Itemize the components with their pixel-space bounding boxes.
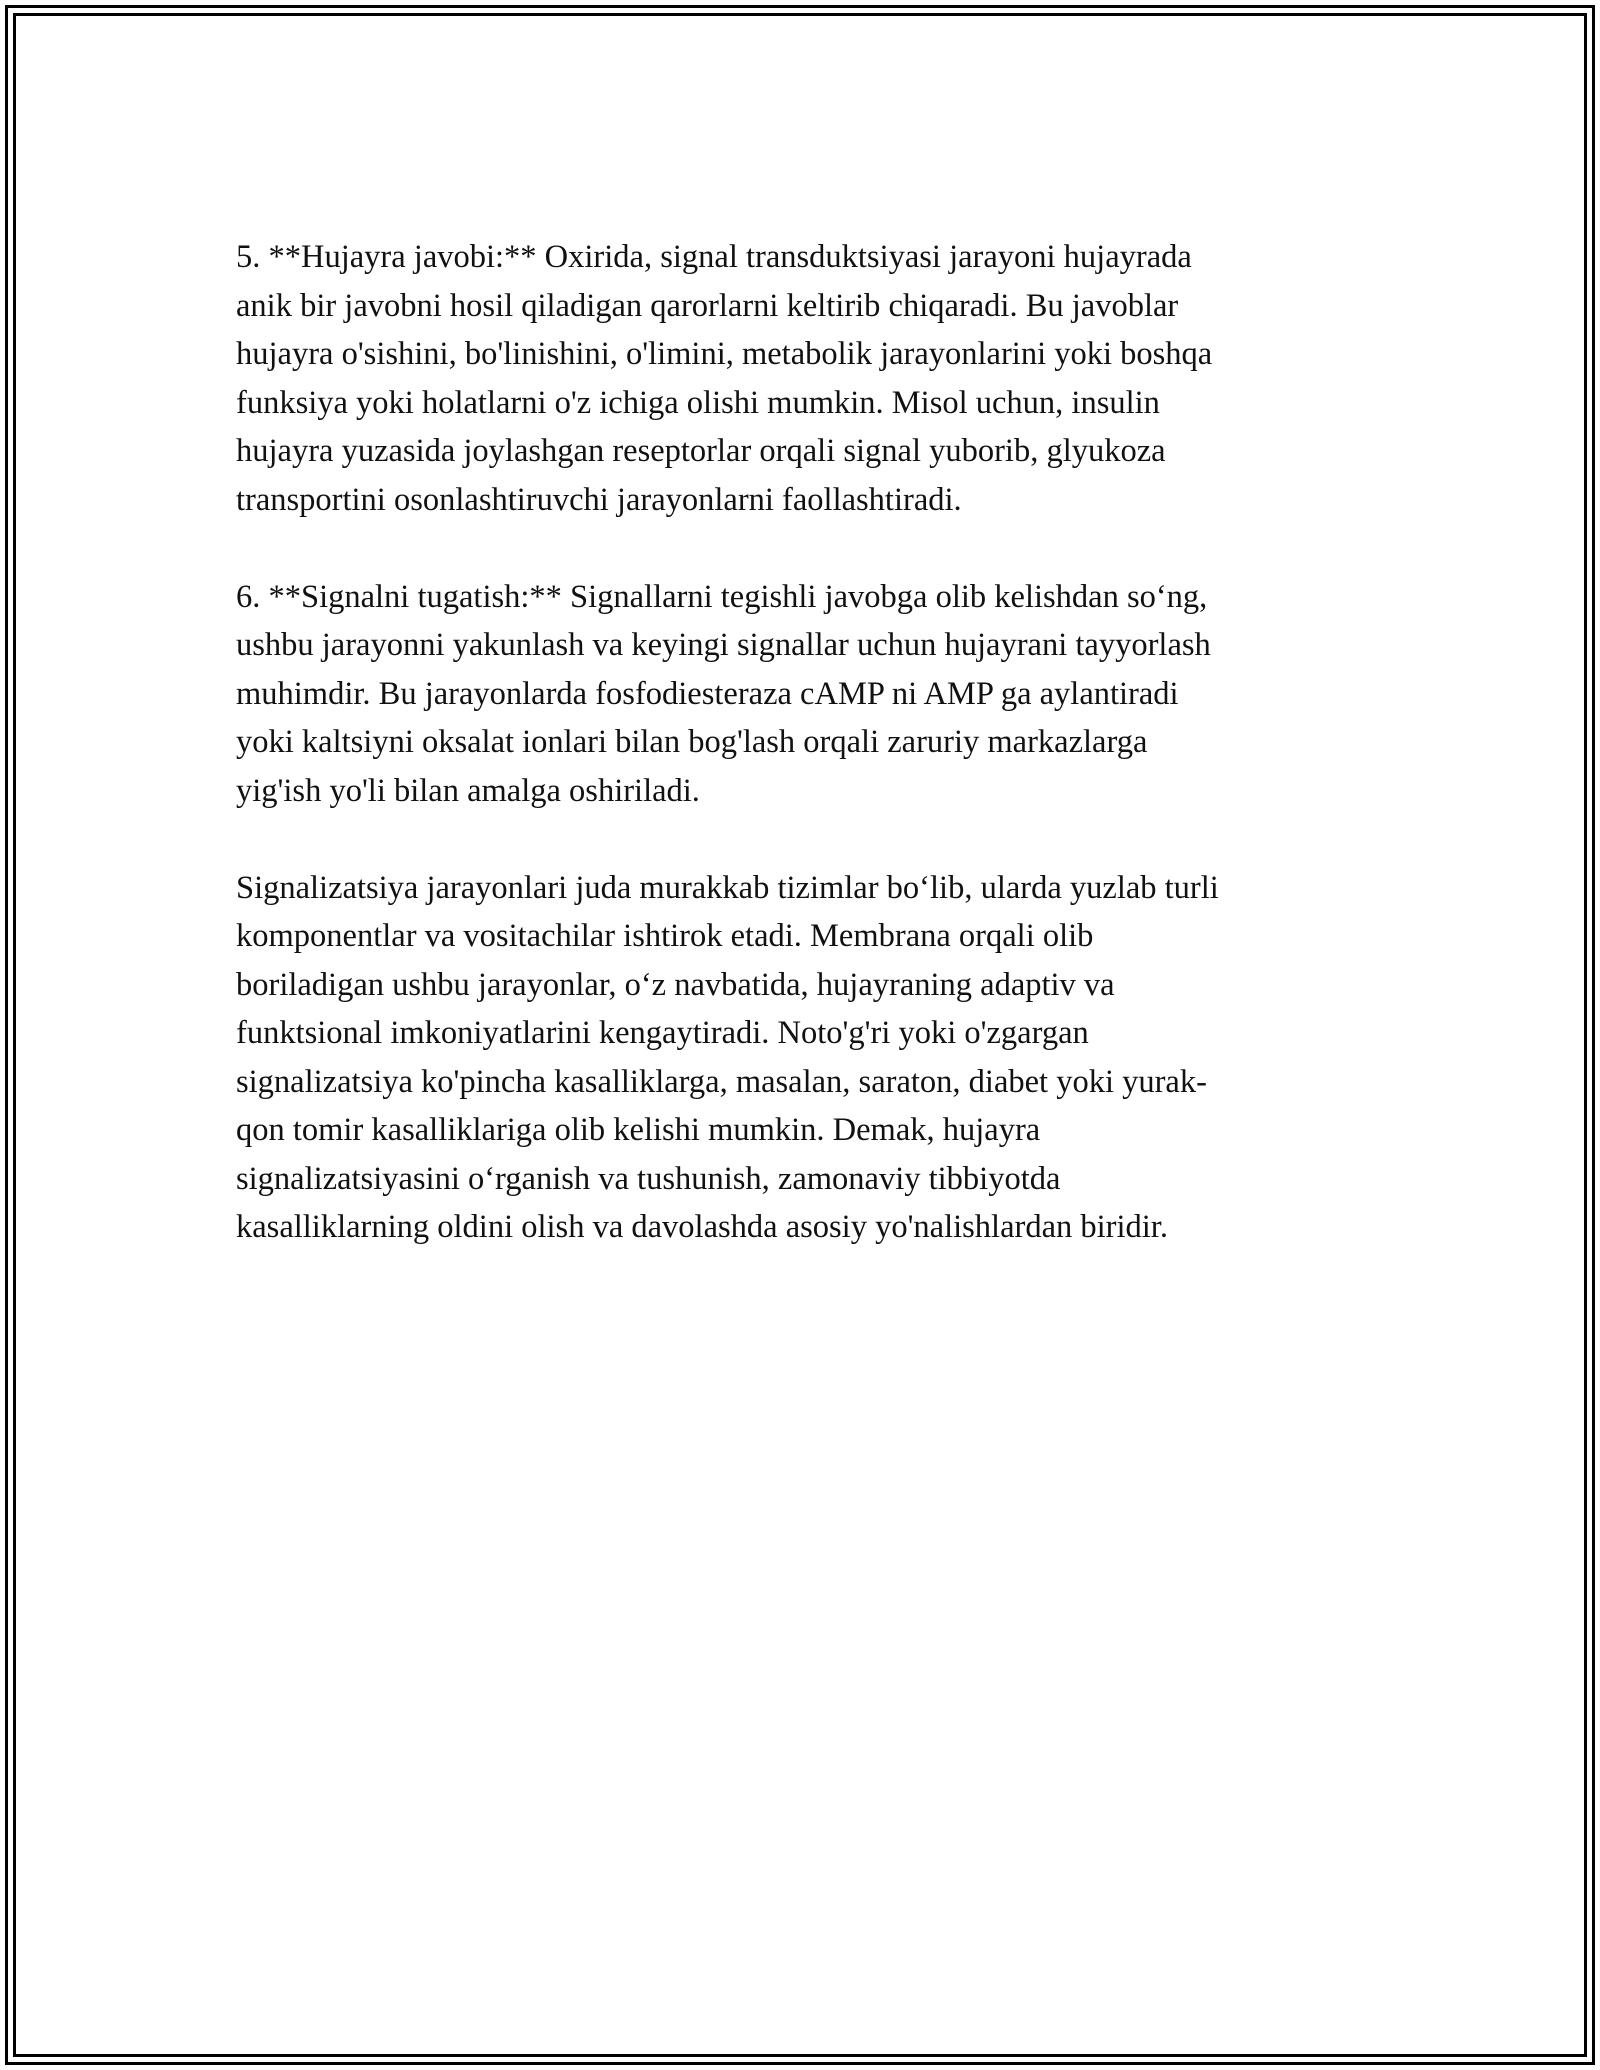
- paragraph-signal-termination: 6. **Signalni tugatish:** Signallarni tegishli javobga olib kelishdan so‘ng, ushbu jarayonni yakunlash va keyingi signallar uchun hujayrani tayyorlash muhimdir. Bu jarayonlarda fosfodiesteraza cAMP ni AMP ga aylantiradi yoki kaltsiyni oksalat ionlari bilan bog'lash orqali zaruriy markazlarga yig'ish yo'li bilan amalga oshiriladi.: [236, 578, 1211, 809]
- document-body: [236, 233, 1366, 1300]
- paragraph-cell-response: 5. **Hujayra javobi:** Oxirida, signal transduktsiyasi jarayoni hujayrada anik bir javobni hosil qiladigan qarorlarni keltirib chiqaradi. Bu javoblar hujayra o'sishini, bo'linishini, o'limini, metabolik jarayonlarini yoki boshqa funksiya yoki holatlarni o'z ichiga olishi mumkin. Misol uchun, insulin hujayra yuzasida joylashgan reseptorlar orqali signal yuborib, glyukoza transportini osonlashtiruvchi jarayonlarni faollashtiradi.: [236, 239, 1213, 518]
- paragraph-conclusion: Signalizatsiya jarayonlari juda murakkab tizimlar bo‘lib, ularda yuzlab turli komponentlar va vositachilar ishtirok etadi. Membrana orqali olib boriladigan ushbu jarayonlar, o‘z navbatida, hujayraning adaptiv va funktsional imkoniyatlarini kengaytiradi. Noto'g'ri yoki o'zgargan signalizatsiya ko'pincha kasalliklarga, masalan, saraton, diabet yoki yurak- qon tomir kasalliklariga olib kelishi mumkin. Demak, hujayra signalizatsiyasini o‘rganish va tushunish, zamonaviy tibbiyotda kasalliklarning oldini olish va davolashda asosiy yo'nalishlardan biridir.: [236, 869, 1219, 1245]
